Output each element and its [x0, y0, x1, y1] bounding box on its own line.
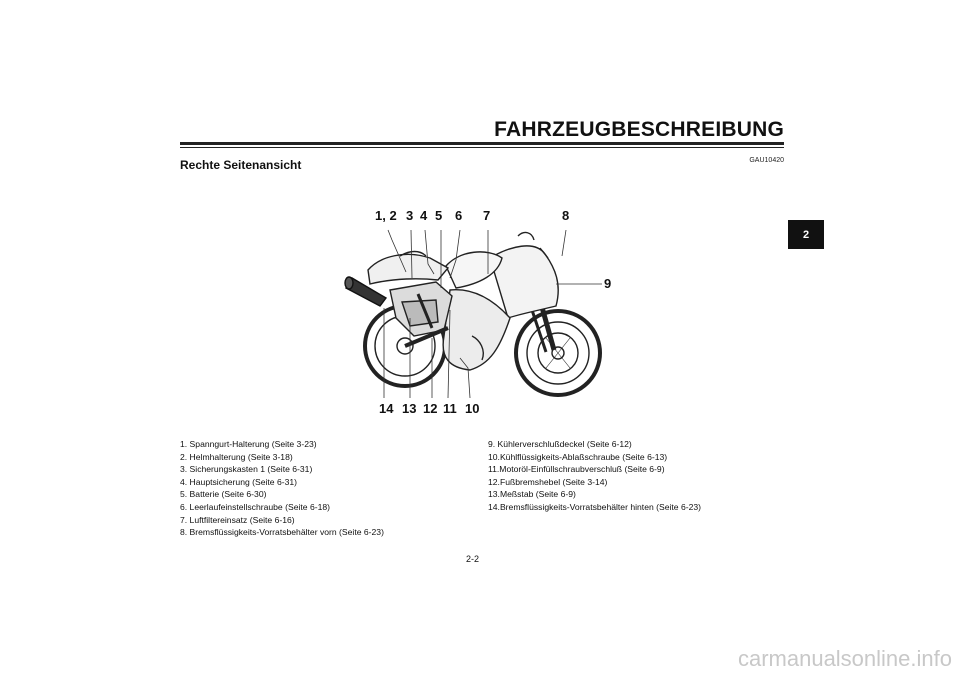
callout-1-2: 1, 2	[375, 208, 397, 223]
legend-item-2: 2. Helmhalterung (Seite 3-18)	[180, 451, 293, 462]
page-header-title: FAHRZEUGBESCHREIBUNG	[494, 118, 784, 141]
document-code: GAU10420	[749, 157, 784, 164]
legend-item-4: 4. Hauptsicherung (Seite 6-31)	[180, 476, 298, 487]
legend-item-5: 5. Batterie (Seite 6-30)	[180, 489, 267, 500]
legend-item-6: 6. Leerlaufeinstellschraube (Seite 6-18)	[180, 501, 331, 512]
callout-11: 11	[443, 401, 457, 416]
legend-item-11: 11.Motoröl-Einfüllschraubverschluß (Seite 6-9)	[488, 464, 665, 475]
callout-10: 10	[465, 401, 480, 416]
legend-item-8: 8. Bremsflüssigkeits-Vorratsbehälter vorn (Seite 6-23)	[180, 527, 384, 538]
legend-item-13: 13.Meßstab (Seite 6-9)	[488, 489, 576, 500]
callout-9: 9	[604, 276, 612, 291]
legend-item-12: 12.Fußbremshebel (Seite 3-14)	[488, 476, 608, 487]
legend-item-7: 7. Luftfiltereinsatz (Seite 6-16)	[180, 514, 295, 525]
legend-item-10: 10.Kühlflüssigkeits-Ablaßschraube (Seite 6-13)	[488, 451, 668, 462]
watermark[interactable]: carmanualsonline.info	[737, 646, 952, 671]
legend-item-9: 9. Kühlerverschlußdeckel (Seite 6-12)	[488, 439, 632, 449]
callout-6: 6	[455, 208, 463, 223]
motorcycle-illustration	[340, 218, 620, 398]
callout-4: 4	[420, 208, 428, 223]
legend-left-list	[180, 438, 384, 539]
header-rule-thin	[180, 147, 784, 148]
callout-3: 3	[406, 208, 414, 223]
callout-14: 14	[379, 401, 394, 416]
legend-item-3: 3. Sicherungskasten 1 (Seite 6-31)	[180, 464, 313, 475]
callout-12: 12	[423, 401, 438, 416]
header-rule-thick	[180, 142, 784, 145]
section-title: Rechte Seitenansicht	[180, 158, 302, 172]
legend-item-1: 1. Spanngurt-Halterung (Seite 3-23)	[180, 439, 317, 449]
page-number: 2-2	[466, 554, 480, 564]
callout-8: 8	[562, 208, 570, 223]
legend-right-list	[488, 438, 701, 514]
legend-item-14: 14.Bremsflüssigkeits-Vorratsbehälter hinten (Seite 6-23)	[488, 501, 702, 512]
chapter-tab[interactable]: 2	[788, 220, 824, 249]
callout-5: 5	[435, 208, 443, 223]
callout-13: 13	[402, 401, 417, 416]
callout-7: 7	[483, 208, 491, 223]
